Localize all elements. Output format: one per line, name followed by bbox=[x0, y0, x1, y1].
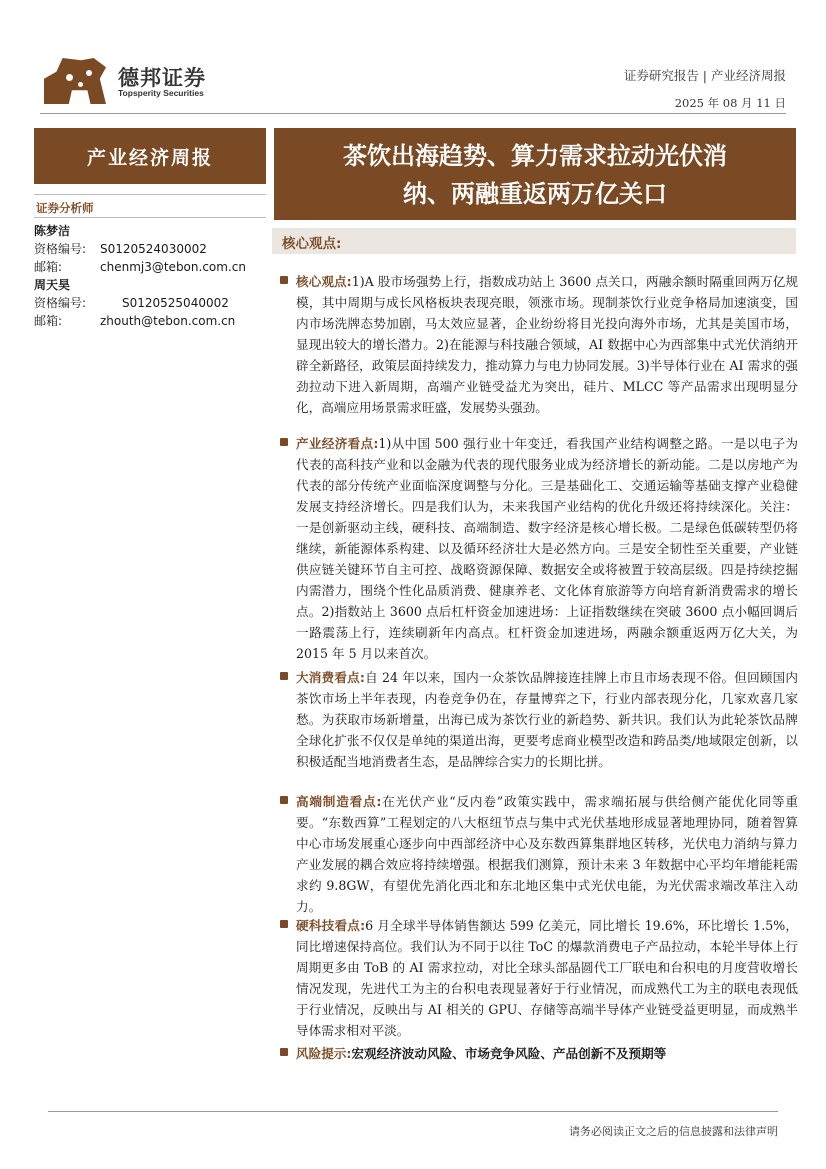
analyst-header: 证券分析师 bbox=[36, 201, 94, 215]
report-type: 证券研究报告 | 产业经济周报 bbox=[623, 68, 786, 83]
report-date: 2025 年 08 月 11 日 bbox=[674, 96, 786, 110]
analyst-block bbox=[34, 276, 274, 330]
divider bbox=[34, 194, 266, 195]
section-industry-economy: 产业经济看点:1)从中国 500 强行业十年变迁，看我国产业结构调整之路。一是以电子为代表的高科技产业和以金融为代表的现代服务业成为经济增长的新动能。二是以房地产为代表的部分传统产业面临深度调整与分化。三是基础化工、交通运输等基础支撑产业稳健发展支持经济增长。四是我们认为，未来我国产业结构的优化升级还将持续深化。关注：一是创新驱动主线，硬科技、高端制造、数字经济是核心增长极。二是绿色低碳转型仍将继续，新能源体系构建、以及循环经济壮大是必然方向。三是安全韧性至关重要，产业链供应链关键环节自主可控、战略资源保障、数据安全或将被置于较高层级。四是持续挖掘内需潜力，围绕个性化品质消费、健康养老、文化体育旅游等方向培育新消费需求的增长点。2)指数站上 3600 点后杠杆资金加速进场：上证指数继续在突破 3600 点小幅回调后一路震荡上行，连续刷新年内高点。杠杆资金加速进场，两融余额重返两万亿大关，为 2015 年 5 月以来首次。 bbox=[280, 433, 798, 664]
key-views-label: 核心观点: bbox=[282, 236, 342, 252]
report-category: 产业经济周报 bbox=[34, 128, 266, 184]
section-risk: 风险提示:宏观经济波动风险、市场竞争风险、产品创新不及预期等 bbox=[280, 1043, 798, 1064]
brand-logo-icon bbox=[44, 58, 106, 104]
bullet-icon bbox=[280, 276, 288, 284]
bullet-icon bbox=[280, 672, 288, 680]
key-views-bar bbox=[272, 228, 796, 254]
analyst-email[interactable]: 邮箱: chenmj3@tebon.com.cn bbox=[34, 260, 246, 274]
report-title: 茶饮出海趋势、算力需求拉动光伏消 纳、两融重返两万亿关口 bbox=[274, 128, 796, 220]
footer-disclaimer: 请务必阅读正文之后的信息披露和法律声明 bbox=[569, 1125, 778, 1138]
analyst-cert: 资格编号: S0120524030002 bbox=[34, 242, 207, 256]
header-divider bbox=[40, 113, 786, 114]
section-core-views: 核心观点:1)A 股市场强势上行，指数成功站上 3600 点关口，两融余额时隔重回两万亿规模，其中周期与成长风格板块表现亮眼，领涨市场。现制茶饮行业竞争格局加速演变，国内市场洗牌态势加剧，马太效应显著，企业纷纷将目光投向海外市场，尤其是美国市场，显现出较大的增长潜力。2)在能源与科技融合领域，AI 数据中心为西部集中式光伏消纳开辟全新路径，政策层面持续发力，推动算力与电力协同发展。3)半导体行业在 AI 需求的强劲拉动下进入新周期，高端产业链受益尤为突出，硅片、MLCC 等产品需求出现明显分化，高端应用场景需求旺盛，发展势头强劲。 bbox=[280, 271, 798, 418]
analyst-name: 陈梦洁 bbox=[34, 224, 71, 238]
bullet-icon bbox=[280, 796, 288, 804]
bullet-icon bbox=[280, 1048, 288, 1056]
divider bbox=[34, 217, 266, 218]
brand-name-en: Topsperity Securities bbox=[118, 88, 204, 98]
bullet-icon bbox=[280, 438, 288, 446]
analyst-name: 周天昊 bbox=[34, 278, 71, 292]
analyst-email[interactable]: 邮箱: zhouth@tebon.com.cn bbox=[34, 314, 236, 328]
brand-name-cn: 德邦证券 bbox=[118, 66, 206, 90]
analyst-cert: 资格编号: S0120525040002 bbox=[34, 296, 229, 310]
section-high-end-manufacturing: 高端制造看点:在光伏产业“反内卷”政策实践中，需求端拓展与供给侧产能优化同等重要。“东数西算”工程划定的八大枢纽节点与集中式光伏基地形成显著地理协同，随着智算中心市场发展重心逐步向中西部经济中心及东数西算集群地区转移，光伏电力消纳与算力产业发展的耦合效应将持续增强。根据我们测算，预计未来 3 年数据中心平均年增能耗需求约 9.8GW，有望优先消化西北和东北地区集中式光伏电能，为光伏需求端改革注入动力。 bbox=[280, 791, 798, 917]
bullet-icon bbox=[280, 920, 288, 928]
footer-divider bbox=[48, 1111, 778, 1112]
section-consumption: 大消费看点:自 24 年以来，国内一众茶饮品牌接连挂牌上市且市场表现不俗。但回顾国内茶饮市场上半年表现，内卷竞争仍在，存量博弈之下，行业内部表现分化，几家欢喜几家愁。为获取市场新增量，出海已成为茶饮行业的新趋势、新共识。我们认为此轮茶饮品牌全球化扩张不仅仅是单纯的渠道出海，更要考虑商业模型改造和跨品类/地域限定创新，以积极适配当地消费者生态，是品牌综合实力的长期比拼。 bbox=[280, 667, 798, 772]
section-hard-tech: 硬科技看点:6 月全球半导体销售额达 599 亿美元，同比增长 19.6%，环比增长 1.5%，同比增速保持高位。我们认为不同于以往 ToC 的爆款消费电子产品拉动，本轮半导体上行周期更多由 ToB 的 AI 需求拉动，对比全球头部晶圆代工厂联电和台积电的月度营收增长情况发现，先进代工为主的台积电表现显著好于行业情况，而成熟代工为主的联电表现低于行业情况，反映出与 AI 相关的 GPU、存储等高端半导体产业链受益更明显，而成熟半导体需求相对平淡。 bbox=[280, 915, 798, 1041]
analyst-block bbox=[34, 222, 274, 276]
